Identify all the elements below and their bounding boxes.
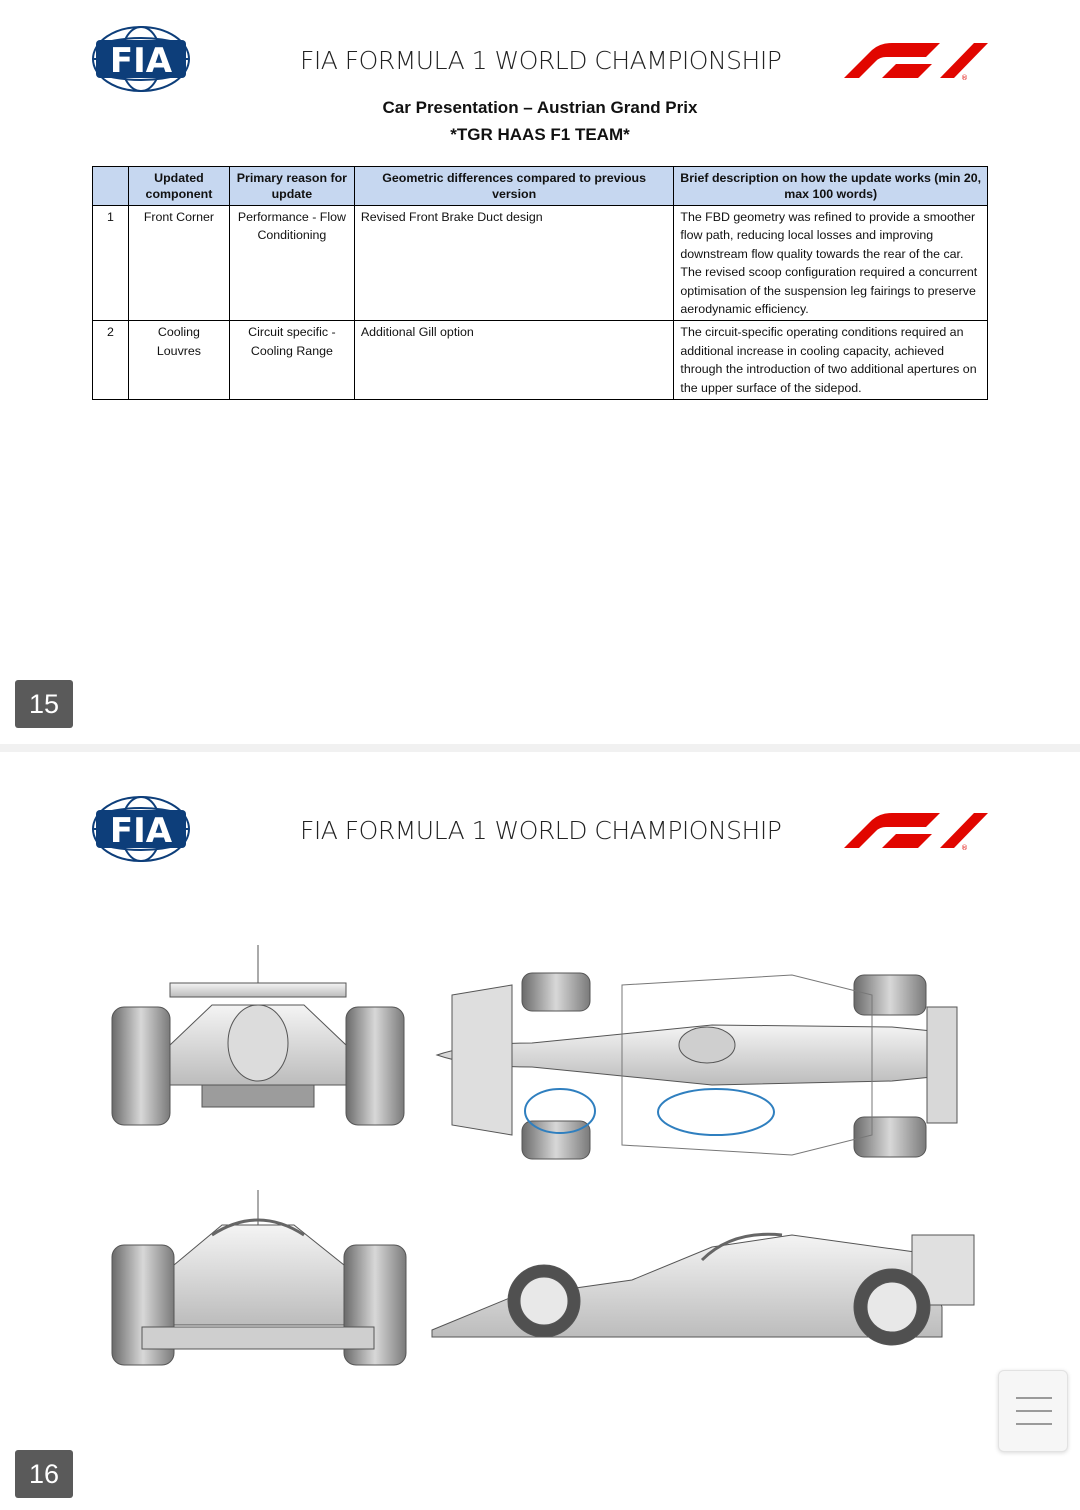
table-row — [93, 321, 988, 400]
fia-logo — [90, 794, 192, 864]
row-number: 1 — [93, 206, 129, 321]
header-description: Brief description on how the update works (min 20, max 100 words) — [674, 167, 988, 206]
f1-logo — [842, 40, 990, 82]
row-component: Cooling Louvres — [128, 321, 229, 400]
fia-logo — [90, 24, 192, 94]
row-reason: Performance - Flow Conditioning — [229, 206, 354, 321]
hamburger-menu-button[interactable] — [998, 1370, 1068, 1452]
row-component: Front Corner — [128, 206, 229, 321]
page-separator — [0, 744, 1080, 752]
header-number — [93, 167, 129, 206]
svg-text:FIA: FIA — [109, 811, 173, 851]
table-row — [93, 206, 988, 321]
svg-text:®: ® — [961, 844, 968, 852]
page-header-title: FIA FORMULA 1 WORLD CHAMPIONSHIP — [300, 46, 782, 75]
hamburger-menu-icon — [1016, 1423, 1052, 1425]
hamburger-menu-icon — [1016, 1397, 1052, 1399]
svg-text:®: ® — [961, 74, 968, 82]
table-header-row — [93, 167, 988, 206]
presentation-subtitle: Car Presentation – Austrian Grand Prix — [382, 98, 698, 117]
row-geometric: Revised Front Brake Duct design — [354, 206, 674, 321]
row-description: The FBD geometry was refined to provide a smoother flow path, reducing local losses and improving downstream flow quality towards the rear of the car. The revised scoop configuration required a concurrent optimisation of the suspension leg fairings to preserve aerodynamic efficiency. — [674, 206, 988, 321]
svg-text:FIA: FIA — [109, 41, 173, 81]
page-number-badge[interactable]: 16 — [15, 1450, 73, 1498]
page-header-title: FIA FORMULA 1 WORLD CHAMPIONSHIP — [300, 816, 782, 845]
row-reason: Circuit specific - Cooling Range — [229, 321, 354, 400]
page-15 — [0, 0, 1080, 744]
team-name: *TGR HAAS F1 TEAM* — [450, 125, 630, 144]
header-reason: Primary reason for update — [229, 167, 354, 206]
hamburger-menu-icon — [1016, 1410, 1052, 1412]
row-geometric: Additional Gill option — [354, 321, 674, 400]
car-drawings-figure — [92, 935, 987, 1375]
header-component: Updated component — [128, 167, 229, 206]
updates-table — [92, 166, 988, 400]
row-description: The circuit-specific operating conditions required an additional increase in cooling capacity, achieved through the introduction of two additional apertures on the upper surface of the sidepod. — [674, 321, 988, 400]
page-number-badge[interactable]: 15 — [15, 680, 73, 728]
header-geometric: Geometric differences compared to previous version — [354, 167, 674, 206]
row-number: 2 — [93, 321, 129, 400]
f1-logo — [842, 810, 990, 852]
